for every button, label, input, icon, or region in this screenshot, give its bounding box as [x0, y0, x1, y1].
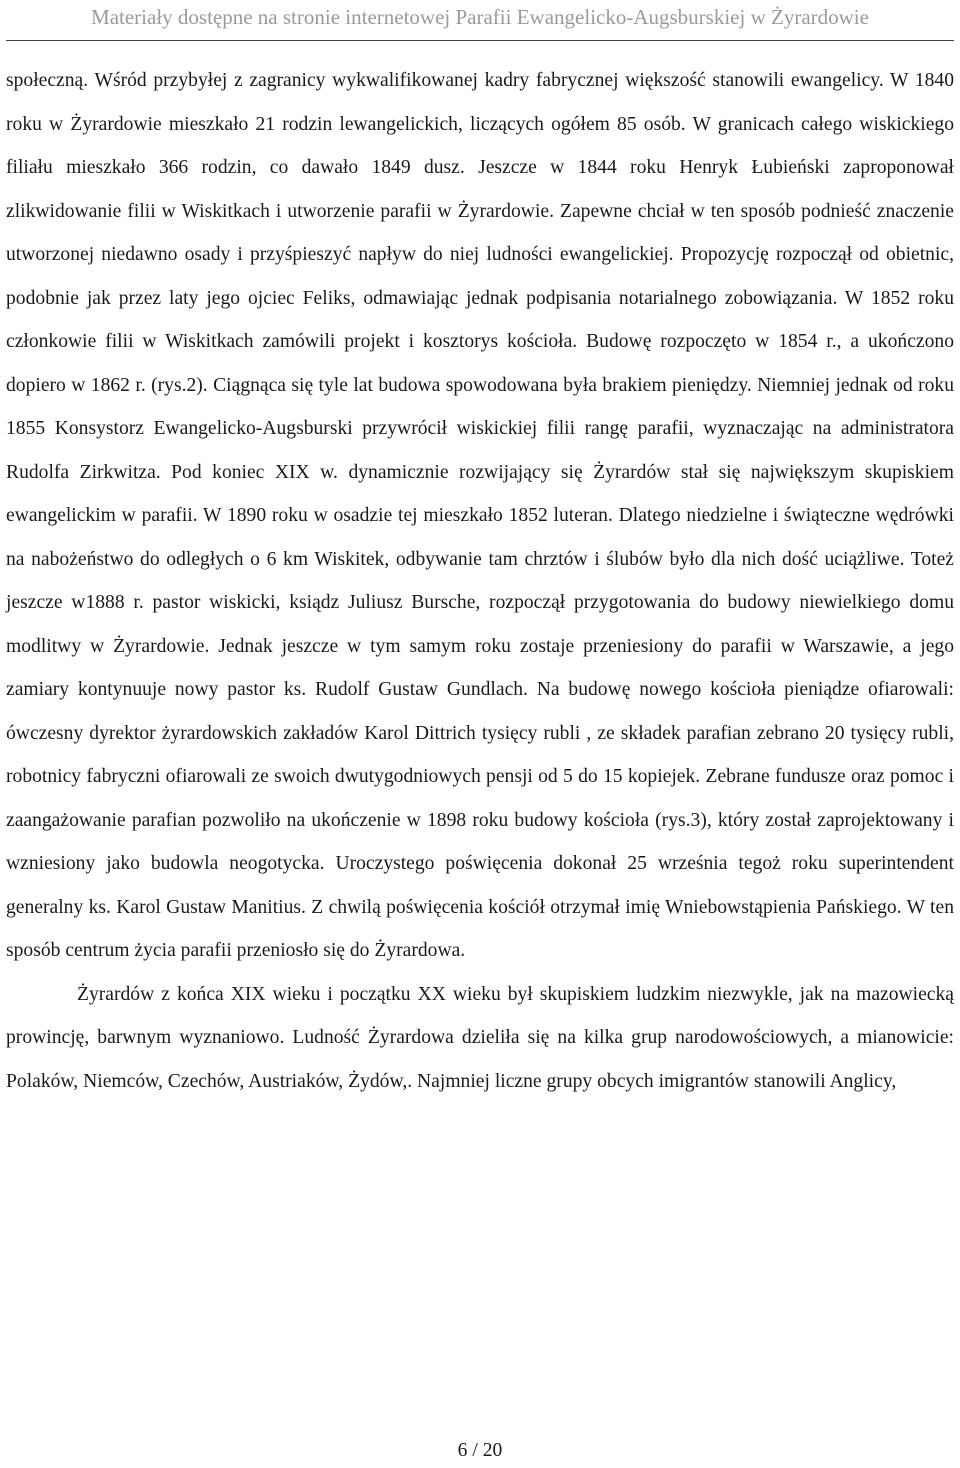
page-number: 6 / 20	[457, 1440, 503, 1461]
header-divider	[6, 40, 954, 41]
paragraph-zyrardow-population: Żyrardów z końca XIX wieku i początku XX wieku był skupiskiem ludzkim niezwykle, jak na mazowiecką prowincję, barwnym wyznaniowo. Ludność Żyrardowa dzieliła się na kilka grup narodowościowych, a mianowicie: Polaków, Niemców, Czechów, Austriaków, Żydów,. Najmniej liczne grupy obcych imigrantów stanowili Anglicy,	[6, 983, 954, 1092]
paragraph-continued: społeczną. Wśród przybyłej z zagranicy wykwalifikowanej kadry fabrycznej większość stanowili ewangelicy. W 1840 roku w Żyrardowie mieszkało 21 rodzin lewangelickich, liczących ogółem 85 osób. W granicach całego wiskickiego filiału mieszkało 366 rodzin, co dawało 1849 dusz. Jeszcze w 1844 roku Henryk Łubieński zaproponował zlikwidowanie filii w Wiskitkach i utworzenie parafii w Żyrardowie. Zapewne chciał w ten sposób podnieść znaczenie utworzonej niedawno osady i przyśpieszyć napływ do niej ludności ewangelickiej. Propozycję rozpoczął od obietnic, podobnie jak przez laty jego ojciec Feliks, odmawiając jednak podpisania notarialnego zobowiązania. W 1852 roku członkowie filii w Wiskitkach zamówili projekt i kosztorys kościoła. Budowę rozpoczęto w 1854 r., a ukończono dopiero w 1862 r. (rys.2). Ciągnąca się tyle lat budowa spowodowana była brakiem pieniędzy. Niemniej jednak od roku 1855 Konsystorz Ewangelicko-Augsburski przywrócił wiskickiej filii rangę parafii, wyznaczając na administratora Rudolfa Zirkwitza. Pod koniec XIX w. dynamicznie rozwijający się Żyrardów stał się największym skupiskiem ewangelickim w parafii. W 1890 roku w osadzie tej mieszkało 1852 luteran. Dlatego niedzielne i świąteczne wędrówki na nabożeństwo do odległych o 6 km Wiskitek, odbywanie tam chrztów i ślubów było dla nich dość uciążliwe. Toteż jeszcze w1888 r. pastor wiskicki, ksiądz Juliusz Bursche, rozpoczął przygotowania do budowy niewielkiego domu modlitwy w Żyrardowie. Jednak jeszcze w tym samym roku zostaje przeniesiony do parafii w Warszawie, a jego zamiary kontynuuje nowy pastor ks. Rudolf Gustaw Gundlach. Na budowę nowego kościoła pieniądze ofiarowali: ówczesny dyrektor żyrardowskich zakładów Karol Dittrich tysięcy rubli , ze składek parafian zebrano 20 tysięcy rubli, robotnicy fabryczni ofiarowali ze swoich dwutygodniowych pensji od 5 do 15 kopiejek. Zebrane fundusze oraz pomoc i zaangażowanie parafian pozwoliło na ukończenie w 1898 roku budowy kościoła (rys.3), który został zaprojektowany i wzniesiony jako budowla neogotycka. Uroczystego poświęcenia dokonał 25 września tegoż roku superintendent generalny ks. Karol Gustaw Manitius. Z chwilą poświęcenia kościół otrzymał imię Wniebowstąpienia Pańskiego. W ten sposób centrum życia parafii przeniosło się do Żyrardowa.	[6, 70, 954, 961]
page-header: Materiały dostępne na stronie internetowej Parafii Ewangelicko-Augsburskiej w Żyrardowie	[91, 5, 869, 29]
document-body	[6, 59, 954, 1103]
